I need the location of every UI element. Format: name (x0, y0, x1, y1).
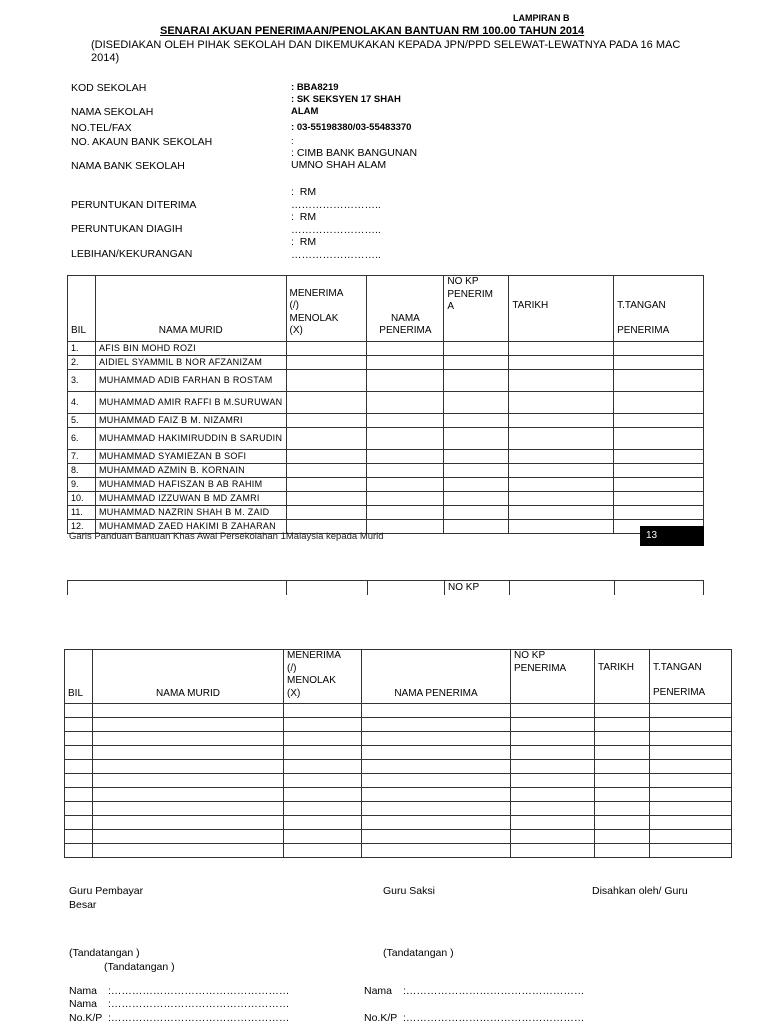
col-nama-murid: NAMA MURID (95, 276, 286, 342)
cell-nama-murid: MUHAMMAD HAFISZAN B AB RAHIM (95, 477, 286, 491)
blank-row (65, 732, 732, 746)
cell-bil: 2. (68, 355, 96, 369)
cell-bil: 11. (68, 505, 96, 519)
cell-nama-murid: MUHAMMAD IZZUWAN B MD ZAMRI (95, 491, 286, 505)
diterima-rm: : RM (291, 186, 317, 198)
cell-empty (286, 449, 367, 463)
nama-dots-1: :…………………………………………… (108, 985, 290, 997)
blank-cell (93, 816, 284, 830)
nama-dots-3: :…………………………………………… (403, 985, 585, 997)
table-row (68, 369, 704, 391)
blank-row (65, 802, 732, 816)
blank-cell (362, 830, 511, 844)
cell-bil: 3. (68, 369, 96, 391)
nama-sekolah-label: NAMA SEKOLAH (71, 106, 154, 118)
nama-sekolah-value-line1: : SK SEKSYEN 17 SHAH (291, 94, 401, 105)
blank-cell (284, 718, 362, 732)
cell-empty (614, 413, 704, 427)
cell-empty (614, 369, 704, 391)
cell-empty (444, 477, 509, 491)
cell-empty (444, 505, 509, 519)
blank-col-t-tangan: T.TANGAN PENERIMA (650, 650, 732, 704)
cell-empty (614, 355, 704, 369)
blank-cell (650, 746, 732, 760)
blank-row (65, 788, 732, 802)
cell-empty (367, 355, 444, 369)
blank-cell (650, 774, 732, 788)
col-t-tangan: T.TANGAN PENERIMA (614, 276, 704, 342)
cell-empty (444, 355, 509, 369)
blank-cell (650, 718, 732, 732)
guru-pembayar-label: Guru Pembayar (69, 885, 144, 897)
blank-cell (362, 816, 511, 830)
disahkan-label: Disahkan oleh/ Guru (592, 885, 688, 897)
blank-cell (65, 816, 93, 830)
blank-col-bil: BIL (65, 650, 93, 704)
cell-empty (509, 391, 614, 413)
col-bil: BIL (68, 276, 96, 342)
no-akaun-label: NO. AKAUN BANK SEKOLAH (71, 136, 213, 148)
blank-cell (595, 816, 650, 830)
table-row (68, 427, 704, 449)
blank-cell (362, 802, 511, 816)
blank-row (65, 704, 732, 718)
col-menerima: MENERIMA (/) MENOLAK (X) (286, 276, 367, 342)
blank-row (65, 816, 732, 830)
cell-empty (509, 413, 614, 427)
blank-cell (284, 760, 362, 774)
nama-label-2: Nama (69, 998, 98, 1010)
blank-cell (362, 760, 511, 774)
blank-cell (284, 704, 362, 718)
cell-empty (509, 427, 614, 449)
blank-cell (65, 746, 93, 760)
nokp-dots-1: :…………………………………………… (108, 1012, 290, 1024)
cell-nama-murid: MUHAMMAD AZMIN B. KORNAIN (95, 463, 286, 477)
blank-cell (595, 746, 650, 760)
blank-cell (65, 760, 93, 774)
cell-empty (444, 463, 509, 477)
diagih-dots: …………………….. (291, 224, 381, 236)
blank-cell (93, 774, 284, 788)
cell-bil: 4. (68, 391, 96, 413)
cell-empty (509, 369, 614, 391)
blank-cell (650, 704, 732, 718)
cell-empty (614, 341, 704, 355)
no-tel-value: : 03-55198380/03-55483370 (291, 122, 412, 133)
blank-cell (650, 830, 732, 844)
nama-bank-value-line2: UMNO SHAH ALAM (291, 159, 387, 171)
blank-table-header (65, 650, 732, 704)
blank-cell (93, 704, 284, 718)
nama-dots-2: :…………………………………………… (108, 998, 290, 1010)
blank-cell (284, 802, 362, 816)
table-row (68, 413, 704, 427)
blank-cell (284, 732, 362, 746)
cell-bil: 7. (68, 449, 96, 463)
blank-cell (93, 802, 284, 816)
blank-cell (650, 732, 732, 746)
blank-cell (511, 816, 595, 830)
cell-empty (509, 477, 614, 491)
nokp-label-2: No.K/P (364, 1012, 398, 1024)
blank-col-menerima: MENERIMA (/) MENOLAK (X) (284, 650, 362, 704)
blank-cell (93, 732, 284, 746)
kod-sekolah-label: KOD SEKOLAH (71, 82, 147, 94)
cell-empty (614, 463, 704, 477)
cell-empty (286, 341, 367, 355)
nama-bank-label: NAMA BANK SEKOLAH (71, 160, 185, 172)
blank-cell (650, 788, 732, 802)
cell-bil: 1. (68, 341, 96, 355)
col-nama-penerima: NAMA PENERIMA (367, 276, 444, 342)
blank-cell (65, 718, 93, 732)
cell-empty (509, 355, 614, 369)
blank-row (65, 746, 732, 760)
table-row (68, 477, 704, 491)
cell-empty (509, 463, 614, 477)
tandatangan-saksi: (Tandatangan ) (383, 947, 454, 959)
blank-cell (595, 732, 650, 746)
lebihan-rm: : RM (291, 236, 317, 248)
blank-cell (650, 816, 732, 830)
blank-cell (362, 788, 511, 802)
student-table-container (67, 275, 704, 537)
cell-empty (509, 341, 614, 355)
table-row (68, 505, 704, 519)
cell-empty (444, 413, 509, 427)
cell-empty (444, 519, 509, 533)
cell-empty (509, 519, 614, 533)
blank-cell (65, 830, 93, 844)
cell-bil: 10. (68, 491, 96, 505)
blank-row (65, 774, 732, 788)
blank-cell (362, 732, 511, 746)
blank-cell (595, 760, 650, 774)
fragment-no-kp: NO KP (448, 582, 480, 593)
blank-cell (284, 830, 362, 844)
blank-cell (284, 774, 362, 788)
blank-cell (595, 704, 650, 718)
blank-cell (511, 732, 595, 746)
cell-empty (444, 341, 509, 355)
table-row (68, 391, 704, 413)
blank-cell (511, 746, 595, 760)
blank-row (65, 718, 732, 732)
blank-cell (595, 830, 650, 844)
table-row (68, 463, 704, 477)
blank-cell (284, 816, 362, 830)
kod-sekolah-value: : BBA8219 (291, 82, 339, 93)
blank-cell (93, 830, 284, 844)
blank-cell (511, 774, 595, 788)
cell-nama-murid: MUHAMMAD NAZRIN SHAH B M. ZAID (95, 505, 286, 519)
tandatangan-guru-besar: (Tandatangan ) (104, 961, 175, 973)
blank-cell (511, 802, 595, 816)
cell-nama-murid: MUHAMMAD ADIB FARHAN B ROSTAM (95, 369, 286, 391)
blank-cell (511, 760, 595, 774)
blank-cell (284, 746, 362, 760)
blank-cell (93, 718, 284, 732)
lampiran-label: LAMPIRAN B (513, 13, 570, 23)
lebihan-label: LEBIHAN/KEKURANGAN (71, 248, 193, 260)
blank-cell (511, 704, 595, 718)
blank-cell (595, 802, 650, 816)
cell-empty (286, 355, 367, 369)
cell-nama-murid: MUHAMMAD HAKIMIRUDDIN B SARUDIN (95, 427, 286, 449)
tandatangan-pembayar: (Tandatangan ) (69, 947, 140, 959)
blank-cell (65, 788, 93, 802)
blank-cell (65, 774, 93, 788)
blank-cell (93, 788, 284, 802)
peruntukan-diterima-label: PERUNTUKAN DITERIMA (71, 199, 197, 211)
blank-col-no-kp: NO KP PENERIMA (511, 650, 595, 704)
cell-empty (509, 491, 614, 505)
nokp-dots-2: :…………………………………………… (403, 1012, 585, 1024)
blank-table-container (64, 649, 732, 858)
cell-empty (286, 491, 367, 505)
cell-empty (444, 391, 509, 413)
cell-empty (367, 463, 444, 477)
continuation-table-fragment (67, 580, 704, 595)
lebihan-dots: …………………….. (291, 249, 381, 261)
blank-cell (362, 718, 511, 732)
blank-cell (650, 760, 732, 774)
guru-saksi-label: Guru Saksi (383, 885, 435, 897)
cell-empty (614, 391, 704, 413)
cell-empty (614, 491, 704, 505)
cell-empty (367, 427, 444, 449)
blank-cell (65, 802, 93, 816)
blank-cell (650, 844, 732, 858)
cell-empty (286, 463, 367, 477)
blank-cell (362, 774, 511, 788)
footer-note: Garis Panduan Bantuan Khas Awal Persekolahan 1Malaysia kepada Murid (69, 531, 384, 542)
cell-nama-murid: AIDIEL SYAMMIL B NOR AFZANIZAM (95, 355, 286, 369)
blank-cell (65, 732, 93, 746)
blank-col-nama-murid: NAMA MURID (93, 650, 284, 704)
cell-empty (367, 341, 444, 355)
blank-row (65, 760, 732, 774)
blank-cell (650, 802, 732, 816)
cell-bil: 12. (68, 519, 96, 533)
blank-cell (93, 844, 284, 858)
cell-empty (509, 505, 614, 519)
cell-nama-murid: MUHAMMAD FAIZ B M. NIZAMRI (95, 413, 286, 427)
blank-cell (362, 746, 511, 760)
blank-cell (65, 844, 93, 858)
cell-nama-murid: MUHAMMAD ZAED HAKIMI B ZAHARAN (95, 519, 286, 533)
table-row (68, 491, 704, 505)
blank-cell (595, 718, 650, 732)
nokp-label-1: No.K/P (69, 1012, 103, 1024)
table-row (68, 355, 704, 369)
cell-empty (367, 369, 444, 391)
col-no-kp: NO KP PENERIM A (444, 276, 509, 342)
blank-table-body (65, 704, 732, 858)
blank-row (65, 844, 732, 858)
cell-empty (286, 505, 367, 519)
document-title: SENARAI AKUAN PENERIMAAN/PENOLAKAN BANTUAN RM 100.00 TAHUN 2014 (160, 25, 585, 37)
table-row (68, 341, 704, 355)
blank-cell (511, 788, 595, 802)
nama-label-1: Nama (69, 985, 98, 997)
cell-empty (286, 369, 367, 391)
diterima-dots: …………………….. (291, 199, 381, 211)
blank-cell (284, 844, 362, 858)
table-row (68, 449, 704, 463)
blank-cell (511, 830, 595, 844)
cell-nama-murid: MUHAMMAD SYAMIEZAN B SOFI (95, 449, 286, 463)
cell-empty (367, 413, 444, 427)
blank-cell (93, 760, 284, 774)
nama-bank-value-line1: : CIMB BANK BANGUNAN (291, 147, 418, 159)
cell-empty (444, 369, 509, 391)
blank-cell (93, 746, 284, 760)
blank-cell (595, 788, 650, 802)
no-akaun-value: : (291, 136, 294, 147)
cell-empty (614, 427, 704, 449)
cell-empty (367, 477, 444, 491)
cell-bil: 9. (68, 477, 96, 491)
student-table (67, 275, 704, 534)
cell-empty (367, 449, 444, 463)
diagih-rm: : RM (291, 211, 317, 223)
cell-empty (614, 505, 704, 519)
cell-empty (286, 413, 367, 427)
blank-cell (511, 718, 595, 732)
blank-cell (362, 844, 511, 858)
blank-cell (595, 774, 650, 788)
cell-nama-murid: AFIS BIN MOHD ROZI (95, 341, 286, 355)
cell-bil: 8. (68, 463, 96, 477)
nama-sekolah-value-line2: ALAM (291, 106, 319, 117)
cell-empty (444, 491, 509, 505)
document-subtitle-line1: (DISEDIAKAN OLEH PIHAK SEKOLAH DAN DIKEMUKAKAN KEPADA JPN/PPD SELEWAT-LEWATNYA PADA 16 MAC (91, 39, 681, 51)
document-subtitle-line2: 2014) (91, 52, 120, 64)
cell-empty (614, 477, 704, 491)
cell-empty (444, 427, 509, 449)
blank-col-nama-penerima: NAMA PENERIMA (362, 650, 511, 704)
cell-empty (367, 391, 444, 413)
cell-bil: 6. (68, 427, 96, 449)
cell-empty (444, 449, 509, 463)
student-table-body (68, 341, 704, 533)
blank-cell (362, 704, 511, 718)
cell-empty (286, 477, 367, 491)
page-number-badge: 13 (640, 526, 704, 546)
cell-empty (367, 505, 444, 519)
guru-besar-label: Besar (69, 899, 97, 911)
col-tarikh: TARIKH (509, 276, 614, 342)
blank-cell (65, 704, 93, 718)
cell-empty (614, 449, 704, 463)
blank-table (64, 649, 732, 858)
cell-empty (367, 491, 444, 505)
peruntukan-diagih-label: PERUNTUKAN DIAGIH (71, 223, 183, 235)
cell-empty (286, 427, 367, 449)
cell-empty (509, 449, 614, 463)
cell-empty (286, 391, 367, 413)
cell-bil: 5. (68, 413, 96, 427)
blank-cell (595, 844, 650, 858)
blank-cell (511, 844, 595, 858)
nama-label-3: Nama (364, 985, 393, 997)
blank-cell (284, 788, 362, 802)
blank-row (65, 830, 732, 844)
blank-col-tarikh: TARIKH (595, 650, 650, 704)
student-table-header (68, 276, 704, 342)
no-tel-label: NO.TEL/FAX (71, 122, 132, 134)
cell-nama-murid: MUHAMMAD AMIR RAFFI B M.SURUWAN (95, 391, 286, 413)
